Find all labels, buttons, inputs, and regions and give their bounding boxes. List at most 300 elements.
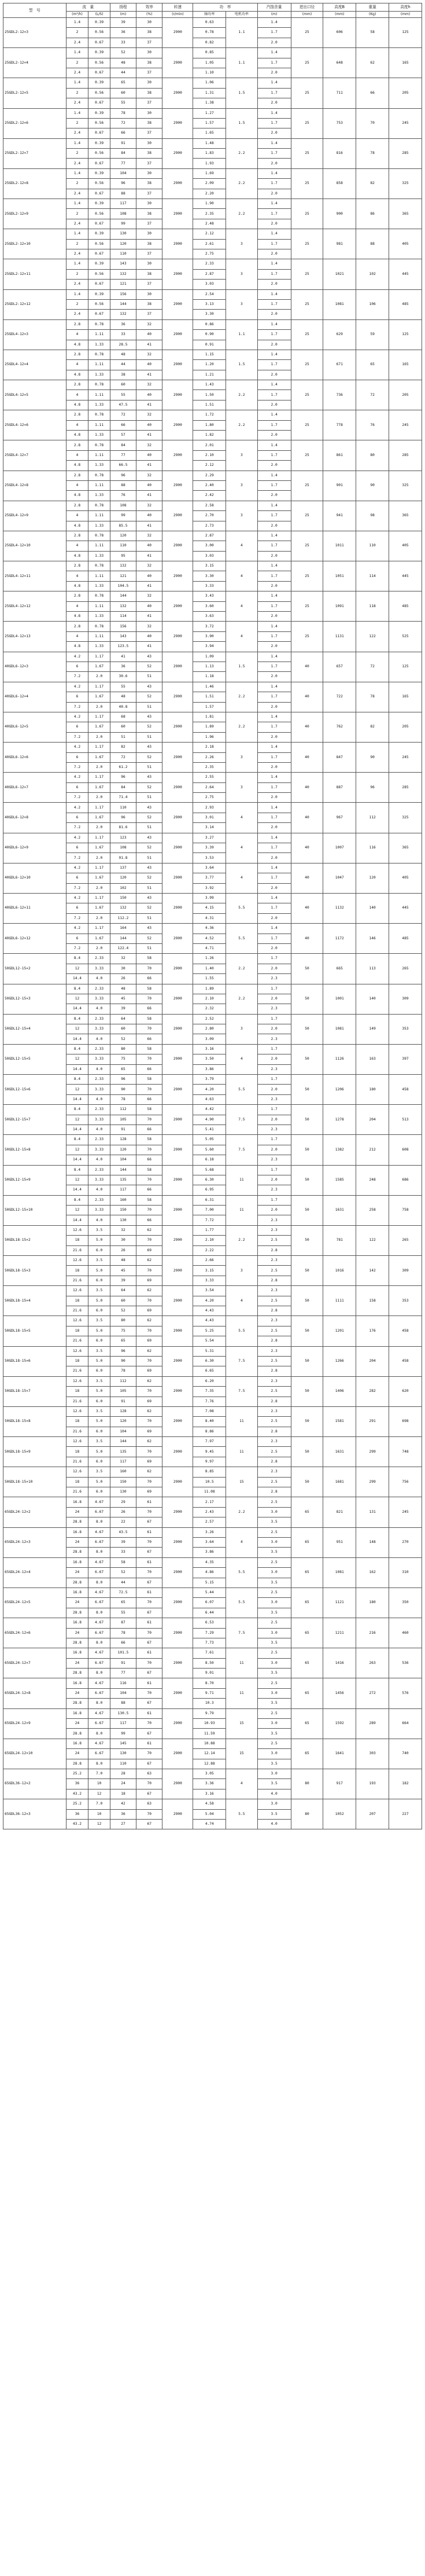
shaft-power-cell: 3.00 (193, 541, 226, 551)
efficiency-cell: 37 (136, 68, 162, 78)
npsh-cell: 1.7 (257, 1135, 291, 1145)
motor-power-cell: 2.2 (226, 682, 257, 712)
outlet-cell: 25 (291, 471, 323, 501)
height-b-cell: 711 (323, 78, 356, 108)
head-cell: 117 (110, 1719, 136, 1729)
table-row (3, 924, 422, 934)
shaft-power-cell: 1.89 (193, 984, 226, 994)
flow-m3h-cell: 4 (66, 450, 88, 460)
npsh-cell: 3.5 (257, 1699, 291, 1708)
flow-m3h-cell: 2 (66, 299, 88, 309)
efficiency-cell: 41 (136, 551, 162, 561)
shaft-power-cell: 11.08 (193, 1487, 226, 1497)
efficiency-cell: 38 (136, 28, 162, 38)
weight-cell: 120 (356, 863, 389, 893)
efficiency-cell: 66 (136, 1064, 162, 1074)
shaft-power-cell: 4.90 (193, 1115, 226, 1125)
motor-power-cell: 3 (226, 259, 257, 289)
npsh-cell: 1.4 (257, 48, 291, 58)
shaft-power-cell: 1.93 (193, 159, 226, 168)
npsh-cell: 3.5 (257, 1779, 291, 1789)
flow-m3h-cell: 28.8 (66, 1669, 88, 1678)
efficiency-cell: 30 (136, 108, 162, 118)
shaft-power-cell: 5.41 (193, 1125, 226, 1134)
flow-m3h-cell: 12 (66, 994, 88, 1004)
efficiency-cell: 30 (136, 138, 162, 148)
head-cell: 96 (110, 1346, 136, 1356)
flow-m3h-cell: 12.6 (66, 1316, 88, 1326)
shaft-power-cell: 1.26 (193, 954, 226, 964)
table-body (3, 18, 422, 1829)
npsh-cell: 2.3 (257, 1225, 291, 1235)
head-cell: 135 (110, 1447, 136, 1457)
model-cell: 40GDL6-12×9 (3, 833, 66, 863)
head-cell: 28.5 (110, 340, 136, 350)
model-cell: 50GDL18-15×10 (3, 1467, 66, 1497)
flow-m3h-cell: 6 (66, 873, 88, 883)
flow-m3h-cell: 7.2 (66, 793, 88, 803)
head-cell: 99 (110, 511, 136, 521)
outlet-cell: 25 (291, 229, 323, 259)
shaft-power-cell: 4.43 (193, 1316, 226, 1326)
height-h-cell: 285 (389, 440, 422, 471)
efficiency-cell: 58 (136, 954, 162, 964)
npsh-cell: 2.8 (257, 1366, 291, 1376)
height-b-cell: 858 (323, 168, 356, 199)
efficiency-cell: 43 (136, 773, 162, 782)
speed-cell: 2900 (162, 1739, 193, 1769)
efficiency-cell: 67 (136, 1669, 162, 1678)
flow-ls-cell: 8.0 (88, 1548, 110, 1557)
shaft-power-cell: 3.30 (193, 571, 226, 581)
flow-m3h-cell: 4 (66, 480, 88, 490)
speed-cell: 2900 (162, 1044, 193, 1074)
height-h-cell: 698 (389, 1406, 422, 1436)
shaft-power-cell: 0.91 (193, 340, 226, 350)
flow-m3h-cell: 4.2 (66, 652, 88, 662)
efficiency-cell: 70 (136, 1387, 162, 1397)
head-cell: 40.8 (110, 702, 136, 712)
efficiency-cell: 66 (136, 1215, 162, 1225)
head-cell: 36 (110, 662, 136, 672)
motor-power-cell: 4 (226, 531, 257, 561)
flow-m3h-cell: 36 (66, 1809, 88, 1819)
npsh-cell: 2.3 (257, 1215, 291, 1225)
flow-m3h-cell: 4 (66, 541, 88, 551)
speed-cell: 2900 (162, 1527, 193, 1557)
npsh-cell: 2.0 (257, 340, 291, 350)
npsh-cell: 1.7 (257, 511, 291, 521)
efficiency-cell: 52 (136, 782, 162, 792)
motor-power-cell: 5.5 (226, 1316, 257, 1346)
weight-cell: 65 (356, 350, 389, 380)
efficiency-cell: 38 (136, 179, 162, 189)
flow-m3h-cell: 36 (66, 1779, 88, 1789)
flow-m3h-cell: 14.4 (66, 1155, 88, 1165)
flow-m3h-cell: 1.4 (66, 168, 88, 178)
efficiency-cell: 58 (136, 1014, 162, 1024)
speed-cell: 2900 (162, 1346, 193, 1376)
weight-cell: 248 (356, 1165, 389, 1195)
efficiency-cell: 38 (136, 149, 162, 159)
flow-ls-cell: 0.67 (88, 98, 110, 108)
head-cell: 87 (110, 1618, 136, 1628)
npsh-cell: 1.7 (257, 1105, 291, 1115)
efficiency-cell: 67 (136, 1699, 162, 1708)
flow-ls-cell: 1.67 (88, 752, 110, 762)
npsh-cell: 1.4 (257, 924, 291, 934)
flow-m3h-cell: 4.8 (66, 521, 88, 531)
flow-m3h-cell: 28.8 (66, 1729, 88, 1739)
flow-m3h-cell: 4.2 (66, 924, 88, 934)
flow-ls-cell: 0.78 (88, 501, 110, 510)
table-row (3, 1316, 422, 1326)
model-cell: 25GDL4-12×10 (3, 531, 66, 561)
head-cell: 120 (110, 1145, 136, 1155)
flow-m3h-cell: 4.8 (66, 370, 88, 380)
flow-ls-cell: 2.33 (88, 1014, 110, 1024)
flow-ls-cell: 4.0 (88, 1215, 110, 1225)
shaft-power-cell: 1.27 (193, 108, 226, 118)
efficiency-cell: 69 (136, 1427, 162, 1436)
table-row (3, 1105, 422, 1115)
head-cell: 95 (110, 551, 136, 561)
flow-ls-cell: 3.5 (88, 1286, 110, 1296)
table-row (3, 1195, 422, 1205)
motor-power-cell: 2.2 (226, 1225, 257, 1255)
npsh-cell: 2.5 (257, 1477, 291, 1487)
flow-ls-cell: 0.39 (88, 259, 110, 269)
shaft-power-cell: 3.64 (193, 1537, 226, 1547)
flow-m3h-cell: 24 (66, 1628, 88, 1638)
speed-cell: 2900 (162, 138, 193, 168)
height-b-cell: 1581 (323, 1406, 356, 1436)
flow-ls-cell: 1.33 (88, 461, 110, 471)
npsh-cell: 2.0 (257, 762, 291, 772)
efficiency-cell: 52 (136, 843, 162, 853)
flow-ls-cell: 1.11 (88, 601, 110, 611)
shaft-power-cell: 2.75 (193, 793, 226, 803)
flow-m3h-cell: 2.4 (66, 128, 88, 138)
efficiency-cell: 37 (136, 310, 162, 319)
flow-m3h-cell: 24 (66, 1688, 88, 1698)
shaft-power-cell: 2.58 (193, 501, 226, 510)
height-b-cell: 648 (323, 48, 356, 78)
height-b-cell: 941 (323, 501, 356, 531)
weight-cell: 78 (356, 682, 389, 712)
head-cell: 41 (110, 652, 136, 662)
motor-power-cell: 2.2 (226, 199, 257, 229)
head-cell: 91 (110, 138, 136, 148)
efficiency-cell: 41 (136, 612, 162, 622)
npsh-cell: 1.4 (257, 773, 291, 782)
weight-cell: 76 (356, 410, 389, 440)
motor-power-cell: 1.1 (226, 18, 257, 48)
flow-m3h-cell: 2 (66, 209, 88, 219)
flow-ls-cell: 6.67 (88, 1507, 110, 1517)
table-row (3, 1769, 422, 1778)
motor-power-cell: 4 (226, 591, 257, 622)
efficiency-cell: 51 (136, 702, 162, 712)
flow-m3h-cell: 28.8 (66, 1517, 88, 1527)
shaft-power-cell: 2.87 (193, 269, 226, 279)
outlet-cell: 65 (291, 1739, 323, 1769)
flow-ls-cell: 1.33 (88, 521, 110, 531)
weight-cell: 118 (356, 591, 389, 622)
model-cell: 25GDL2-12×4 (3, 48, 66, 78)
efficiency-cell: 61 (136, 1678, 162, 1688)
efficiency-cell: 41 (136, 431, 162, 440)
npsh-cell: 2.0 (257, 551, 291, 561)
shaft-power-cell: 3.14 (193, 823, 226, 833)
efficiency-cell: 30 (136, 168, 162, 178)
npsh-cell: 2.3 (257, 1185, 291, 1195)
npsh-cell: 2.5 (257, 1387, 291, 1397)
npsh-cell: 4.0 (257, 1819, 291, 1829)
shaft-power-cell: 10.3 (193, 1699, 226, 1708)
head-cell: 130.5 (110, 1708, 136, 1718)
outlet-cell: 50 (291, 1316, 323, 1346)
efficiency-cell: 43 (136, 893, 162, 903)
head-cell: 30 (110, 964, 136, 973)
flow-ls-cell: 0.78 (88, 410, 110, 420)
height-b-cell: 781 (323, 1225, 356, 1255)
shaft-power-cell: 2.75 (193, 249, 226, 259)
unit-weight: (Kg) (356, 12, 389, 18)
shaft-power-cell: 7.72 (193, 1215, 226, 1225)
npsh-cell: 2.0 (257, 38, 291, 47)
shaft-power-cell: 2.73 (193, 521, 226, 531)
head-cell: 52 (110, 1568, 136, 1578)
flow-ls-cell: 6.67 (88, 1719, 110, 1729)
table-row (3, 893, 422, 903)
speed-cell: 2900 (162, 622, 193, 652)
npsh-cell: 3.5 (257, 1578, 291, 1588)
unit-head: (m) (110, 12, 136, 18)
efficiency-cell: 62 (136, 1256, 162, 1266)
height-h-cell: 353 (389, 1286, 422, 1316)
weight-cell: 272 (356, 1678, 389, 1708)
table-row (3, 1044, 422, 1054)
height-h-cell: 165 (389, 682, 422, 712)
npsh-cell: 3.5 (257, 1759, 291, 1769)
flow-m3h-cell: 1.4 (66, 18, 88, 28)
motor-power-cell: 11 (226, 1195, 257, 1225)
flow-m3h-cell: 4.8 (66, 491, 88, 501)
speed-cell: 2900 (162, 108, 193, 138)
shaft-power-cell: 2.55 (193, 773, 226, 782)
motor-power-cell: 5.5 (226, 1075, 257, 1105)
weight-cell: 149 (356, 1014, 389, 1044)
flow-m3h-cell: 2.4 (66, 219, 88, 229)
shaft-power-cell: 7.76 (193, 1397, 226, 1406)
flow-ls-cell: 5.0 (88, 1356, 110, 1366)
shaft-power-cell: 2.01 (193, 440, 226, 450)
flow-m3h-cell: 24 (66, 1507, 88, 1517)
efficiency-cell: 37 (136, 128, 162, 138)
table-row (3, 1467, 422, 1477)
npsh-cell: 1.7 (257, 541, 291, 551)
height-h-cell: 445 (389, 561, 422, 591)
flow-ls-cell: 4.67 (88, 1557, 110, 1567)
flow-m3h-cell: 12.6 (66, 1256, 88, 1266)
head-cell: 104.5 (110, 581, 136, 591)
table-row (3, 591, 422, 601)
flow-ls-cell: 6.0 (88, 1245, 110, 1255)
weight-cell: 163 (356, 1044, 389, 1074)
outlet-cell: 25 (291, 168, 323, 199)
npsh-cell: 1.4 (257, 138, 291, 148)
weight-cell: 291 (356, 1406, 389, 1436)
shaft-power-cell: 2.70 (193, 511, 226, 521)
shaft-power-cell: 1.80 (193, 420, 226, 430)
motor-power-cell: 2.2 (226, 138, 257, 168)
shaft-power-cell: 4.42 (193, 1105, 226, 1115)
shaft-power-cell: 2.10 (193, 994, 226, 1004)
flow-ls-cell: 1.17 (88, 712, 110, 722)
shaft-power-cell: 1.50 (193, 390, 226, 400)
motor-power-cell: 3 (226, 471, 257, 501)
weight-cell: 62 (356, 48, 389, 78)
speed-cell: 2900 (162, 289, 193, 319)
efficiency-cell: 52 (136, 813, 162, 822)
npsh-cell: 1.4 (257, 319, 291, 329)
flow-ls-cell: 0.39 (88, 108, 110, 118)
table-row (3, 863, 422, 873)
model-cell: 40GDL6-12×5 (3, 712, 66, 742)
npsh-cell: 1.4 (257, 108, 291, 118)
model-cell: 40GDL6-12×7 (3, 773, 66, 803)
weight-cell: 106 (356, 289, 389, 319)
shaft-power-cell: 7.08 (193, 1406, 226, 1416)
flow-ls-cell: 2.0 (88, 943, 110, 953)
outlet-cell: 65 (291, 1708, 323, 1739)
shaft-power-cell: 5.25 (193, 1326, 226, 1336)
flow-m3h-cell: 12.6 (66, 1406, 88, 1416)
npsh-cell: 2.0 (257, 431, 291, 440)
col-npsh: 汽蚀余量 (257, 3, 291, 12)
head-cell: 27 (110, 1819, 136, 1829)
motor-power-cell: 11 (226, 1165, 257, 1195)
flow-ls-cell: 1.11 (88, 450, 110, 460)
speed-cell: 2900 (162, 954, 193, 984)
table-row (3, 743, 422, 752)
speed-cell: 2900 (162, 984, 193, 1014)
model-cell: 50GDL18-15×2 (3, 1225, 66, 1255)
flow-m3h-cell: 2.4 (66, 68, 88, 78)
head-cell: 72.5 (110, 1588, 136, 1597)
model-cell: 50GDL18-15×4 (3, 1286, 66, 1316)
height-h-cell: 485 (389, 924, 422, 954)
flow-ls-cell: 2.0 (88, 732, 110, 742)
npsh-cell: 2.0 (257, 1115, 291, 1125)
efficiency-cell: 51 (136, 823, 162, 833)
flow-ls-cell: 2.33 (88, 1075, 110, 1085)
speed-cell: 2900 (162, 1467, 193, 1497)
head-cell: 39 (110, 18, 136, 28)
npsh-cell: 1.7 (257, 450, 291, 460)
flow-m3h-cell: 12 (66, 1145, 88, 1155)
weight-cell: 258 (356, 1195, 389, 1225)
head-cell: 78 (110, 1366, 136, 1376)
flow-m3h-cell: 28.8 (66, 1578, 88, 1588)
model-cell: 40GDL6-12×10 (3, 863, 66, 893)
shaft-power-cell: 3.16 (193, 1789, 226, 1799)
npsh-cell: 1.7 (257, 239, 291, 249)
motor-power-cell: 2.2 (226, 984, 257, 1014)
shaft-power-cell: 2.12 (193, 229, 226, 239)
flow-ls-cell: 0.56 (88, 269, 110, 279)
efficiency-cell: 62 (136, 1346, 162, 1356)
flow-m3h-cell: 12 (66, 1024, 88, 1034)
height-h-cell: 325 (389, 168, 422, 199)
efficiency-cell: 61 (136, 1527, 162, 1537)
efficiency-cell: 61 (136, 1497, 162, 1507)
flow-ls-cell: 1.33 (88, 340, 110, 350)
head-cell: 112.2 (110, 913, 136, 923)
flow-ls-cell: 8.0 (88, 1608, 110, 1618)
efficiency-cell: 32 (136, 440, 162, 450)
npsh-cell: 1.7 (257, 28, 291, 38)
npsh-cell: 2.8 (257, 1397, 291, 1406)
speed-cell: 2900 (162, 410, 193, 440)
shaft-power-cell: 3.26 (193, 1527, 226, 1537)
height-b-cell: 861 (323, 440, 356, 471)
npsh-cell: 1.4 (257, 410, 291, 420)
npsh-cell: 2.5 (257, 1497, 291, 1507)
shaft-power-cell: 7.97 (193, 1437, 226, 1447)
motor-power-cell: 3 (226, 773, 257, 803)
outlet-cell: 50 (291, 1135, 323, 1165)
npsh-cell: 2.0 (257, 128, 291, 138)
motor-power-cell: 7.5 (226, 1346, 257, 1376)
npsh-cell: 2.3 (257, 1316, 291, 1326)
shaft-power-cell: 3.60 (193, 601, 226, 611)
npsh-cell: 2.0 (257, 964, 291, 973)
npsh-cell: 2.0 (257, 732, 291, 742)
npsh-cell: 1.7 (257, 179, 291, 189)
efficiency-cell: 32 (136, 591, 162, 601)
head-cell: 39 (110, 1004, 136, 1014)
head-cell: 104 (110, 168, 136, 178)
table-row (3, 199, 422, 209)
npsh-cell: 2.5 (257, 1447, 291, 1457)
npsh-cell: 2.5 (257, 1527, 291, 1537)
flow-ls-cell: 3.5 (88, 1467, 110, 1477)
table-row (3, 1527, 422, 1537)
flow-m3h-cell: 2 (66, 118, 88, 128)
height-b-cell: 1111 (323, 1286, 356, 1316)
weight-cell: 303 (356, 1739, 389, 1769)
motor-power-cell: 2.2 (226, 1497, 257, 1527)
efficiency-cell: 62 (136, 1225, 162, 1235)
height-h-cell: 245 (389, 1497, 422, 1527)
outlet-cell: 40 (291, 863, 323, 893)
flow-ls-cell: 1.17 (88, 803, 110, 813)
npsh-cell: 1.4 (257, 561, 291, 571)
flow-m3h-cell: 2.8 (66, 622, 88, 631)
head-cell: 60 (110, 380, 136, 390)
npsh-cell: 2.0 (257, 68, 291, 78)
flow-ls-cell: 5.0 (88, 1236, 110, 1245)
flow-m3h-cell: 21.6 (66, 1487, 88, 1497)
npsh-cell: 3.5 (257, 1729, 291, 1739)
shaft-power-cell: 5.31 (193, 1346, 226, 1356)
flow-m3h-cell: 4 (66, 631, 88, 641)
flow-ls-cell: 1.17 (88, 773, 110, 782)
height-h-cell: 485 (389, 289, 422, 319)
flow-m3h-cell: 16.8 (66, 1497, 88, 1507)
